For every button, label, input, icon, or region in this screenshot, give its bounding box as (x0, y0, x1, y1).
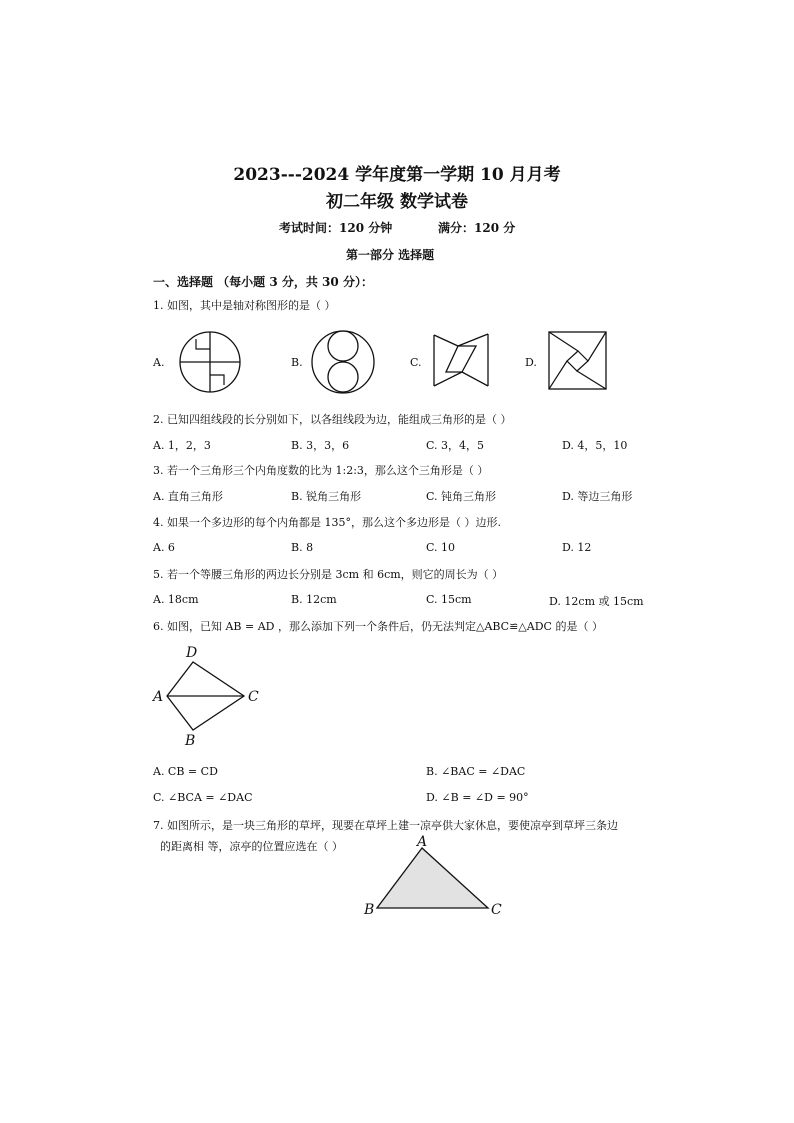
q2-option-b: B. 3，3，6 (291, 439, 350, 452)
part-title: 第一部分 选择题 (346, 248, 435, 262)
q1-option-d: D. (525, 356, 537, 369)
q7-label-a: A (417, 834, 428, 850)
q7-label-b: B (364, 902, 375, 918)
q5-option-a: A. 18cm (153, 593, 199, 606)
exam-score: 满分：120 分 (438, 221, 516, 235)
q3-option-d: D. 等边三角形 (562, 490, 633, 503)
question-2-stem: 2. 已知四组线段的长分别如下，以各组线段为边，能组成三角形的是（ ） (153, 413, 512, 426)
question-4-stem: 4. 如果一个多边形的每个内角都是 135°，那么这个多边形是（ ）边形. (153, 516, 501, 529)
question-7-stem-line1: 7. 如图所示，是一块三角形的草坪，现要在草坪上建一凉亭供大家休息，要使凉亭到草坪三条边 (153, 819, 618, 832)
q1-figure-c (432, 332, 490, 388)
q1-figure-d (548, 331, 608, 391)
q6-option-b: B. ∠BAC = ∠DAC (426, 765, 526, 778)
q2-option-c: C. 3，4，5 (426, 439, 485, 452)
q6-option-c: C. ∠BCA = ∠DAC (153, 791, 253, 804)
q7-figure-triangle (360, 834, 510, 922)
exam-title: 2023---2024 学年度第一学期 10 月月考 (233, 165, 561, 185)
q1-figure-b (310, 330, 376, 394)
question-3-stem: 3. 若一个三角形三个内角度数的比为 1:2:3，那么这个三角形是（ ） (153, 464, 489, 477)
q6-label-c: C (248, 689, 259, 705)
q4-option-b: B. 8 (291, 541, 314, 554)
q1-option-b: B. (291, 356, 303, 369)
exam-subtitle: 初二年级 数学试卷 (326, 192, 468, 212)
question-6-stem: 6. 如图，已知 AB = AD ，那么添加下列一个条件后，仍无法判定△ABC≌△ADC 的是（ ） (153, 620, 603, 633)
q6-label-a: A (153, 689, 164, 705)
q3-option-c: C. 钝角三角形 (426, 490, 497, 503)
q6-option-a: A. CB = CD (153, 765, 218, 778)
question-5-stem: 5. 若一个等腰三角形的两边长分别是 3cm 和 6cm，则它的周长为（ ） (153, 568, 504, 581)
q3-option-a: A. 直角三角形 (153, 490, 223, 503)
q4-option-a: A. 6 (153, 541, 175, 554)
q6-figure-quadrilateral (150, 644, 270, 750)
q6-label-b: B (185, 733, 196, 749)
q3-option-b: B. 锐角三角形 (291, 490, 362, 503)
q1-option-a: A. (153, 356, 165, 369)
q4-option-d: D. 12 (562, 541, 592, 554)
q7-label-c: C (491, 902, 502, 918)
q6-label-d: D (186, 645, 198, 661)
section-title: 一、选择题 （每小题 3 分，共 30 分）： (153, 275, 373, 289)
q1-figure-a (176, 331, 244, 393)
question-1-stem: 1. 如图，其中是轴对称图形的是（ ） (153, 299, 336, 312)
question-7-stem-line2: 的距离相 等，凉亭的位置应选在（ ） (160, 840, 343, 853)
q2-option-a: A. 1，2，3 (153, 439, 211, 452)
q4-option-c: C. 10 (426, 541, 456, 554)
exam-time: 考试时间：120 分钟 (279, 221, 393, 235)
q2-option-d: D. 4，5，10 (562, 439, 628, 452)
q5-option-c: C. 15cm (426, 593, 472, 606)
q5-option-b: B. 12cm (291, 593, 337, 606)
q1-option-c: C. (410, 356, 422, 369)
q6-option-d: D. ∠B = ∠D = 90° (426, 791, 529, 804)
q5-option-d: D. 12cm 或 15cm (549, 595, 644, 608)
